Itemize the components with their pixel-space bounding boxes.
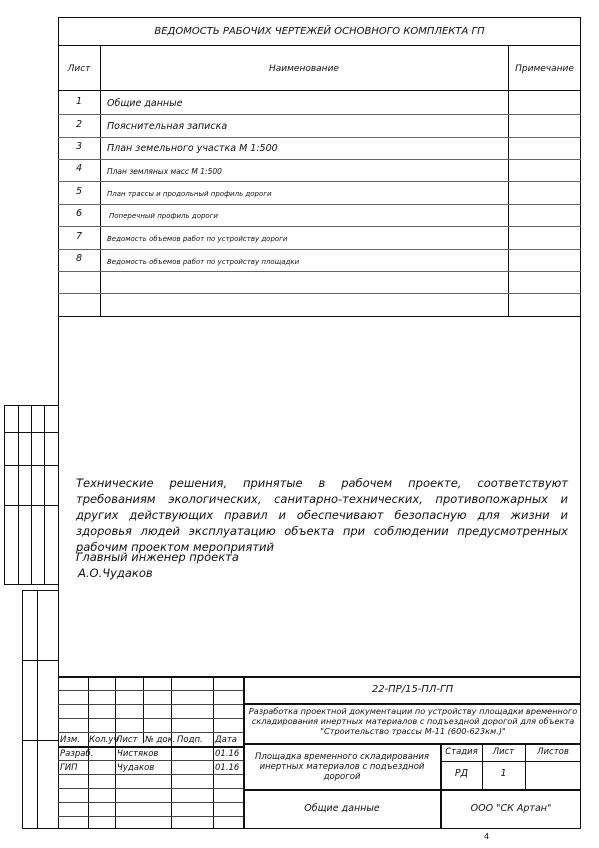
- stamp-header-izm: Изм.: [60, 735, 80, 745]
- developer-date: 01.16: [215, 749, 240, 759]
- company-name: ООО "СК Артан": [470, 803, 552, 814]
- column-header-sheet: Лист: [67, 64, 91, 74]
- stamp-header-sign: Подп.: [177, 735, 203, 745]
- row-name: Поперечный профиль дороги: [109, 212, 218, 220]
- stamp-header-kol: Кол.уч: [89, 735, 119, 745]
- sheets-label: Листов: [537, 747, 569, 757]
- row-number: 8: [75, 253, 83, 264]
- gip-role: ГИП: [60, 763, 78, 773]
- row-number: 4: [75, 163, 83, 174]
- document-title: Общие данные: [304, 803, 380, 814]
- column-header-name: Наименование: [269, 64, 339, 74]
- stage-label: Стадия: [445, 747, 478, 757]
- chief-engineer-name: А.О.Чудаков: [78, 566, 153, 580]
- column-header-note: Примечание: [515, 64, 574, 74]
- gip-date: 01.16: [215, 763, 240, 773]
- gip-name: Чудаков: [117, 763, 155, 773]
- sheet-number: 1: [500, 768, 507, 779]
- row-name: План трассы и продольный профиль дороги: [107, 190, 272, 198]
- row-name: Общие данные: [107, 98, 183, 109]
- side-stamp-lower: [22, 590, 59, 829]
- row-number: 6: [75, 208, 83, 219]
- row-number: 5: [75, 186, 83, 197]
- row-name: Ведомость объемов работ по устройству площадки: [107, 258, 300, 266]
- row-name: Пояснительная записка: [107, 121, 228, 132]
- sheet-title: ВЕДОМОСТЬ РАБОЧИХ ЧЕРТЕЖЕЙ ОСНОВНОГО КОМПЛЕКТА ГП: [154, 26, 485, 37]
- row-number: 7: [75, 231, 83, 242]
- stamp-header-list: Лист: [116, 735, 138, 745]
- chief-engineer-role: Главный инженер проекта: [76, 550, 239, 564]
- stamp-header-date: Дата: [215, 735, 238, 745]
- stamp-header-doc: № док.: [145, 735, 176, 745]
- row-name: План земляных масс М 1:500: [107, 167, 222, 176]
- object-title: Площадка временного складирования инертных материалов с подъездной дорогой: [255, 752, 429, 782]
- statement-text: Технические решения, принятые в рабочем проекте, соответствуют требованиям экологических, санитарно-технических, противопожарных и других действующих правил и обеспечивают безопасную для жизни и здоровья людей эксплуатацию объекта при соблюдении предусмотренных рабочим проектом мероприятий: [76, 476, 568, 554]
- developer-name: Чистяков: [117, 749, 159, 759]
- document-code: 22-ПР/15-ПЛ-ГП: [371, 684, 454, 695]
- stage-value: РД: [454, 768, 469, 779]
- project-title: Разработка проектной документации по устройству площадки временного складирования инертных материалов с подъездной дорогой для объекта "Строительство трассы М-11 (600-623км.)": [248, 706, 578, 736]
- row-name: План земельного участка М 1:500: [107, 143, 278, 154]
- page-number: 4: [484, 832, 490, 841]
- row-name: Ведомость объемов работ по устройству дороги: [107, 235, 288, 243]
- row-number: 2: [75, 119, 83, 130]
- row-number: 1: [75, 96, 83, 107]
- sheet-label: Лист: [492, 747, 515, 757]
- developer-role: Разраб.: [60, 749, 94, 759]
- row-number: 3: [75, 141, 83, 152]
